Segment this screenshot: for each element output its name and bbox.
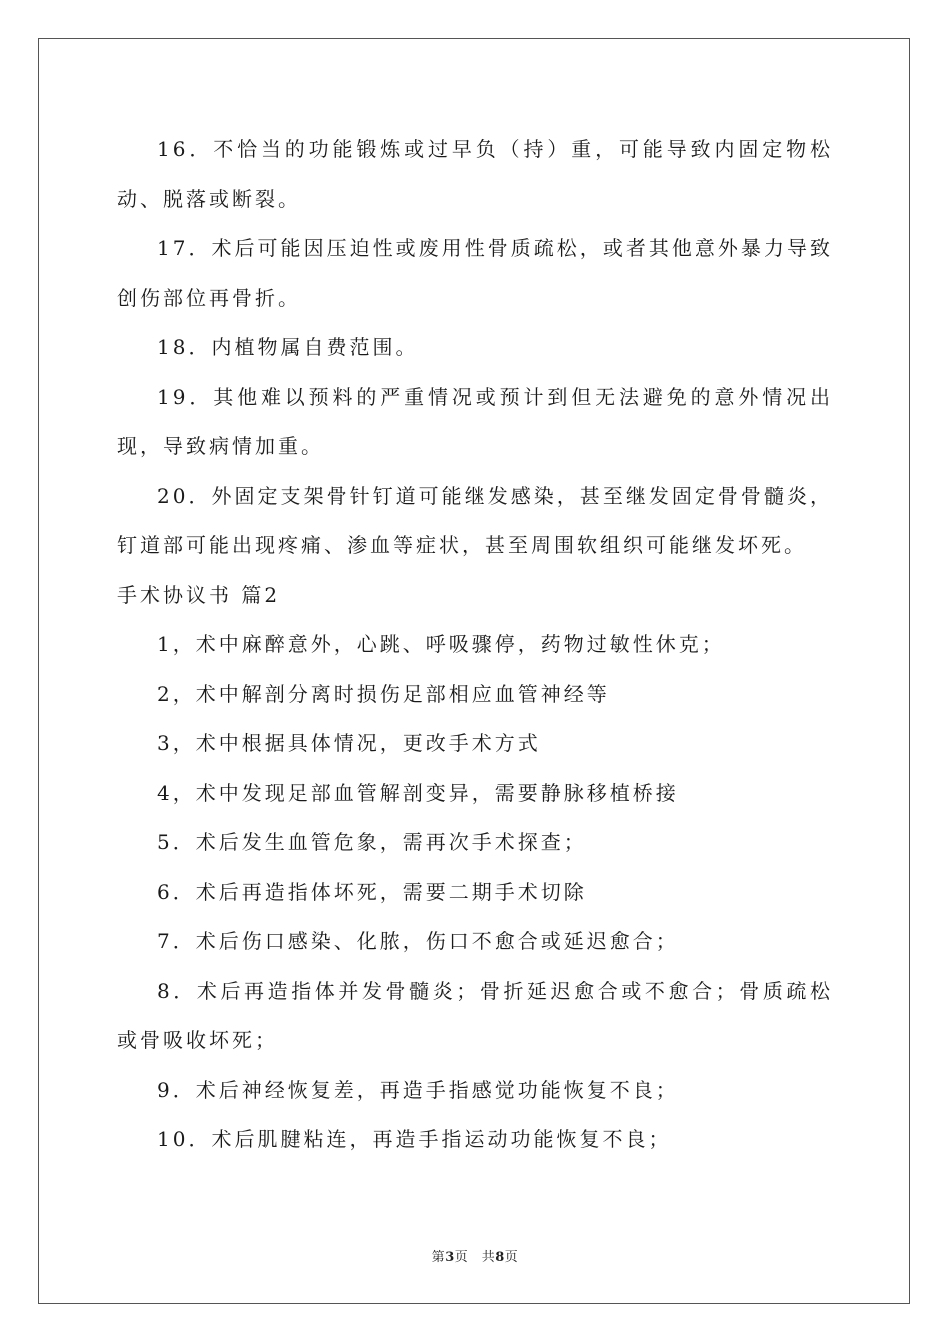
footer-mid: 页 共 — [454, 1250, 496, 1265]
paragraph: 16．不恰当的功能锻炼或过早负（持）重，可能导致内固定物松动、脱落或断裂。 — [117, 137, 833, 211]
paragraph: 9．术后神经恢复差，再造手指感觉功能恢复不良； — [157, 1077, 679, 1102]
paragraph: 2，术中解剖分离时损伤足部相应血管神经等 — [157, 681, 610, 706]
current-page-number: 3 — [445, 1250, 455, 1265]
paragraph: 18．内植物属自费范围。 — [157, 335, 419, 359]
paragraph: 17．术后可能因压迫性或废用性骨质疏松，或者其他意外暴力导致创伤部位再骨折。 — [117, 236, 833, 310]
paragraph: 20．外固定支架骨针钉道可能继发感染，甚至继发固定骨骨髓炎，钉道部可能出现疼痛、渗血等症状，甚至周围软组织可能继发坏死。 — [117, 483, 833, 557]
paragraph: 7．术后伤口感染、化脓，伤口不愈合或延迟愈合； — [157, 929, 679, 953]
paragraph: 6．术后再造指体坏死，需要二期手术切除 — [157, 879, 587, 904]
document-body — [117, 125, 833, 1165]
footer-suffix: 页 — [504, 1250, 519, 1265]
page-footer — [0, 1246, 950, 1265]
paragraph: 3，术中根据具体情况，更改手术方式 — [157, 731, 541, 755]
section-heading: 手术协议书 篇2 — [117, 582, 281, 607]
paragraph: 1，术中麻醉意外，心跳、呼吸骤停，药物过敏性休克； — [157, 632, 725, 656]
total-page-number: 8 — [495, 1250, 505, 1265]
paragraph: 5．术后发生血管危象，需再次手术探查； — [157, 830, 587, 854]
paragraph: 8．术后再造指体并发骨髓炎；骨折延迟愈合或不愈合；骨质疏松或骨吸收坏死； — [117, 978, 833, 1052]
paragraph: 4，术中发现足部血管解剖变异，需要静脉移植桥接 — [157, 780, 679, 805]
footer-prefix: 第 — [431, 1250, 446, 1265]
paragraph: 10．术后肌腱粘连，再造手指运动功能恢复不良； — [157, 1127, 672, 1151]
paragraph: 19．其他难以预料的严重情况或预计到但无法避免的意外情况出现，导致病情加重。 — [117, 384, 833, 458]
